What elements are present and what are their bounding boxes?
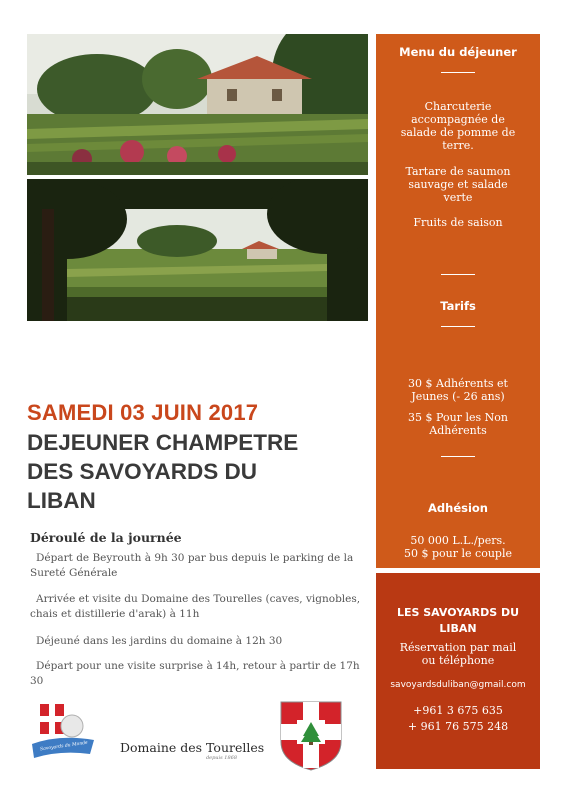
schedule-item: Départ pour une visite surprise à 14h, retour à partir de 17h 30: [30, 660, 360, 687]
tarif-item: 35 $ Pour les Non Adhérents: [408, 411, 508, 437]
divider: [441, 456, 475, 457]
phone-number[interactable]: +961 3 675 635: [413, 704, 503, 717]
adhesion-item: 50 000 L.L./pers.: [410, 534, 506, 547]
email-link[interactable]: savoyardsduliban@gmail.com: [390, 680, 526, 690]
org-name-line2: LIBAN: [439, 622, 477, 635]
event-title: [27, 428, 367, 515]
contact-box: [376, 573, 540, 769]
logo-ribbon-text: Savoyards du Monde: [39, 740, 89, 753]
reservation-text: Réservation par mail ou téléphone: [399, 641, 517, 667]
divider: [441, 274, 475, 275]
menu-title: Menu du déjeuner: [399, 45, 517, 59]
divider: [441, 72, 475, 73]
schedule-item: Déjeuné dans les jardins du domaine à 12h 30: [36, 635, 283, 647]
schedule-item: Départ de Beyrouth à 9h 30 par bus depuis le parking de la Sureté Générale: [30, 552, 354, 579]
adhesion-title: Adhésion: [428, 501, 488, 515]
domaine-des-tourelles-logo: [120, 740, 265, 770]
menu-item: Fruits de saison: [413, 216, 503, 229]
tarifs-title: Tarifs: [440, 299, 476, 313]
org-name-line1: LES SAVOYARDS DU: [396, 606, 520, 619]
schedule-item: Arrivée et visite du Domaine des Tourelles (caves, vignobles, chais et distillerie d'arak) à 11h: [30, 593, 361, 620]
savoie-lebanon-shield-logo: [279, 700, 343, 772]
menu-item: Tartare de saumon sauvage et salade verte: [405, 165, 511, 204]
event-title-line: DEJEUNER CHAMPETRE: [27, 430, 299, 455]
event-title-line: DES SAVOYARDS DU: [27, 459, 258, 484]
adhesion-item: 50 $ pour le couple: [404, 547, 512, 560]
divider: [441, 326, 475, 327]
tarif-item: 30 $ Adhérents et Jeunes (- 26 ans): [408, 377, 508, 403]
domaine-sub: depuis 1868: [205, 755, 237, 761]
vineyard-house-photo: [27, 34, 368, 175]
menu-item: Charcuterie accompagnée de salade de pomme de terre.: [400, 100, 516, 152]
vineyard-garden-photo: [27, 179, 368, 321]
phone-number[interactable]: + 961 76 575 248: [407, 720, 509, 733]
event-title-line: LIBAN: [27, 488, 96, 513]
domaine-name: Domaine des Tourelles: [120, 740, 265, 755]
schedule-title: Déroulé de la journée: [30, 530, 182, 545]
savoyards-du-monde-logo: [30, 700, 96, 762]
info-sidebar: [376, 34, 540, 568]
event-date: SAMEDI 03 JUIN 2017: [27, 400, 259, 425]
